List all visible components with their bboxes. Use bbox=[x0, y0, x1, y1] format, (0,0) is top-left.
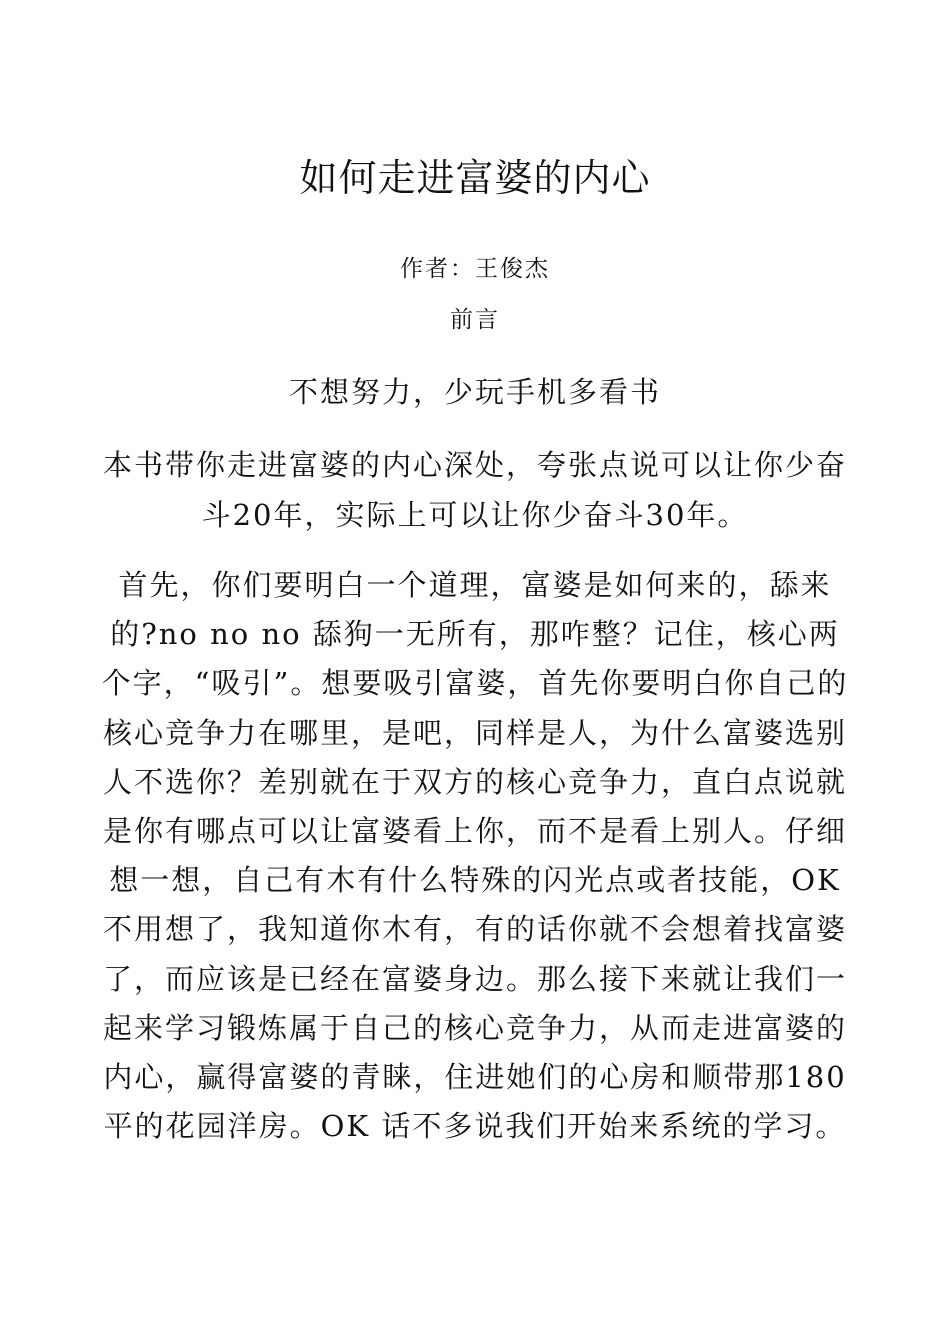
intro-paragraph: 本书带你走进富婆的内心深处，夸张点说可以让你少奋斗20年，实际上可以让你少奋斗30年。 bbox=[102, 448, 847, 532]
body-paragraph: 首先，你们要明白一个道理，富婆是如何来的，舔来的?no no no 舔狗一无所有，那咋整？记住，核心两个字，“吸引”。想要吸引富婆，首先你要明白你自己的核心竞争力在哪里，是吧，同样是人，为什么富婆选别人不选你？差别就在于双方的核心竞争力，直白点说就是你有哪点可以让富婆看上你，而不是看上别人。仔细想一想，自己有木有什么特殊的闪光点或者技能，OK 不用想了，我知道你木有，有的话你就不会想着找富婆了，而应该是已经在富婆身边。那么接下来就让我们一起来学习锻炼属于自己的核心竞争力，从而走进富婆的内心，赢得富婆的青睐，住进她们的心房和顺带那180平的花园洋房。OK 话不多说我们开始来系统的学习。 bbox=[101, 568, 849, 1144]
document-title: 如何走进富婆的内心 bbox=[299, 156, 651, 200]
motto-line: 不想努力，少玩手机多看书 bbox=[288, 375, 661, 409]
preface-heading: 前言 bbox=[450, 307, 500, 333]
author-line: 作者：王俊杰 bbox=[400, 256, 550, 282]
